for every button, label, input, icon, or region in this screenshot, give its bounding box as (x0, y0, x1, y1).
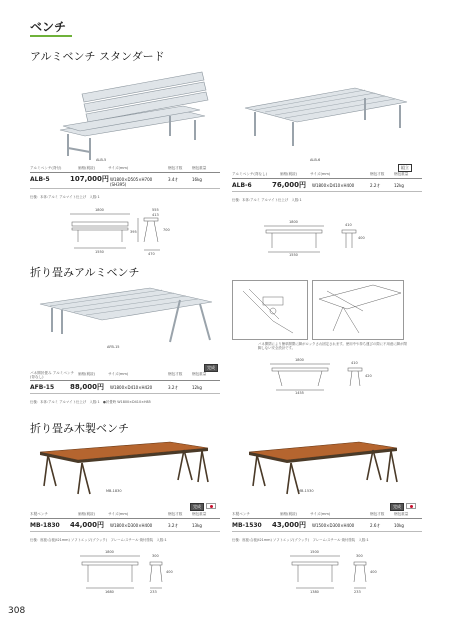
product-photo-alb5 (30, 66, 220, 166)
bench-no-back-illustration (235, 80, 420, 160)
dimension-drawing-alb5: 1800 555 413 700 395 1550 470 (68, 208, 178, 258)
spec-table-header: 木製ベンチ 価格(税抜) サイズ(mm) 梱包才数 梱包重量 (30, 512, 220, 519)
spec-table-header: アルミベンチ(背なし) 価格(税抜) サイズ(mm) 梱包才数 梱包重量 (232, 172, 422, 179)
dimension-diagram (288, 550, 388, 602)
spec-note: 仕様：座板:合板(t21mm) ソフトエッジ(ブラック) フレーム:スチール 焼付塗装 入数:1 (232, 538, 369, 542)
wooden-bench-illustration (34, 438, 214, 496)
dimension-diagram (268, 358, 378, 398)
folding-mechanism-drawing (313, 281, 405, 341)
bench-with-back-illustration (30, 66, 220, 166)
spec-note: 仕様：本体:アルミ アルマイト仕上げ 入数:1 (30, 195, 100, 199)
spec-table-row: MB-1830 44,000円 W1800×D300×H400 3.2才 13kg (30, 519, 220, 532)
dimension-diagram (262, 220, 372, 260)
dimension-drawing-mb1830: 1800 300 400 1680 233 (78, 550, 178, 602)
product-photo-alb6 (235, 80, 420, 160)
folding-mechanism-drawing (233, 281, 309, 341)
title-rule (30, 35, 72, 37)
photo-caption: ALB-6 (310, 158, 321, 162)
japan-flag-icon (206, 503, 216, 509)
spec-note: 仕様：本体:アルミ アルマイト仕上げ 入数:1 ●折畳時 W1800×D410×H85 (30, 400, 151, 405)
complete-badge: 完成 (390, 503, 404, 511)
folding-mechanism-diagram-2 (312, 280, 404, 340)
section-title-folding-wooden: 折り畳み木製ベンチ (30, 422, 129, 435)
product-photo-afb15 (30, 282, 220, 362)
folding-mechanism-diagram-1 (232, 280, 308, 340)
folding-note: バネ開閉により簡単開閉に脚がロックされ固定されます。使用中や持ち運びの際に不用意に脚が閉脚しない安全設計です。 (258, 342, 407, 351)
photo-caption: MB-1530 (298, 489, 314, 493)
spec-table-header: アルミベンチ(背付) 価格(税抜) サイズ(mm) 梱包才数 梱包重量 (30, 166, 220, 173)
page-title: ベンチ (30, 20, 67, 34)
dimension-drawing-afb15: 1800 410 420 1455 (268, 358, 378, 398)
product-photo-mb1830 (34, 438, 214, 496)
section-title-aluminum-standard: アルミベンチ スタンダード (30, 50, 165, 63)
page-number: 308 (8, 606, 26, 616)
assembly-badge: 組立 (398, 164, 412, 172)
spec-note: 仕様：座板:合板(t21mm) ソフトエッジ(ブラック) フレーム:スチール 焼付塗装 入数:1 (30, 538, 167, 542)
spec-table-row: ALB-6 76,000円 W1800×D410×H400 2.2才 12kg (232, 179, 422, 192)
spec-table-header: パネ開折畳み アルミベンチ(背なし) 価格(税抜) サイズ(mm) 梱包才数 梱包重量 (30, 372, 220, 381)
spec-table-header: 木製ベンチ 価格(税抜) サイズ(mm) 梱包才数 梱包重量 (232, 512, 422, 519)
photo-caption: ALB-5 (96, 158, 107, 162)
dimension-diagram (78, 550, 178, 602)
photo-caption: MB-1830 (106, 489, 122, 493)
spec-note: 仕様：本体:アルミ アルマイト仕上げ 入数:1 (232, 198, 302, 202)
folding-aluminum-bench-illustration (30, 282, 220, 362)
wooden-bench-illustration (243, 438, 403, 496)
photo-caption: AFB-15 (107, 345, 120, 349)
dimension-diagram (68, 208, 178, 258)
product-photo-mb1530 (243, 438, 403, 496)
dimension-drawing-alb6: 1800 410 400 1550 (262, 220, 372, 260)
section-title-folding-aluminum: 折り畳みアルミベンチ (30, 266, 140, 279)
complete-badge: 完成 (204, 364, 218, 372)
dimension-drawing-mb1530: 1500 300 400 1380 233 (288, 550, 388, 602)
spec-table-row: AFB-15 88,000円 W1800×D410×H420 3.2才 12kg (30, 381, 220, 394)
complete-badge: 完成 (190, 503, 204, 511)
spec-table-row: ALB-5 107,000円 W1800×D505×H700 (SH395) 3.4才 16kg (30, 173, 220, 189)
spec-table-row: MB-1530 43,000円 W1500×D300×H400 2.6才 10kg (232, 519, 422, 532)
japan-flag-icon (406, 503, 416, 509)
